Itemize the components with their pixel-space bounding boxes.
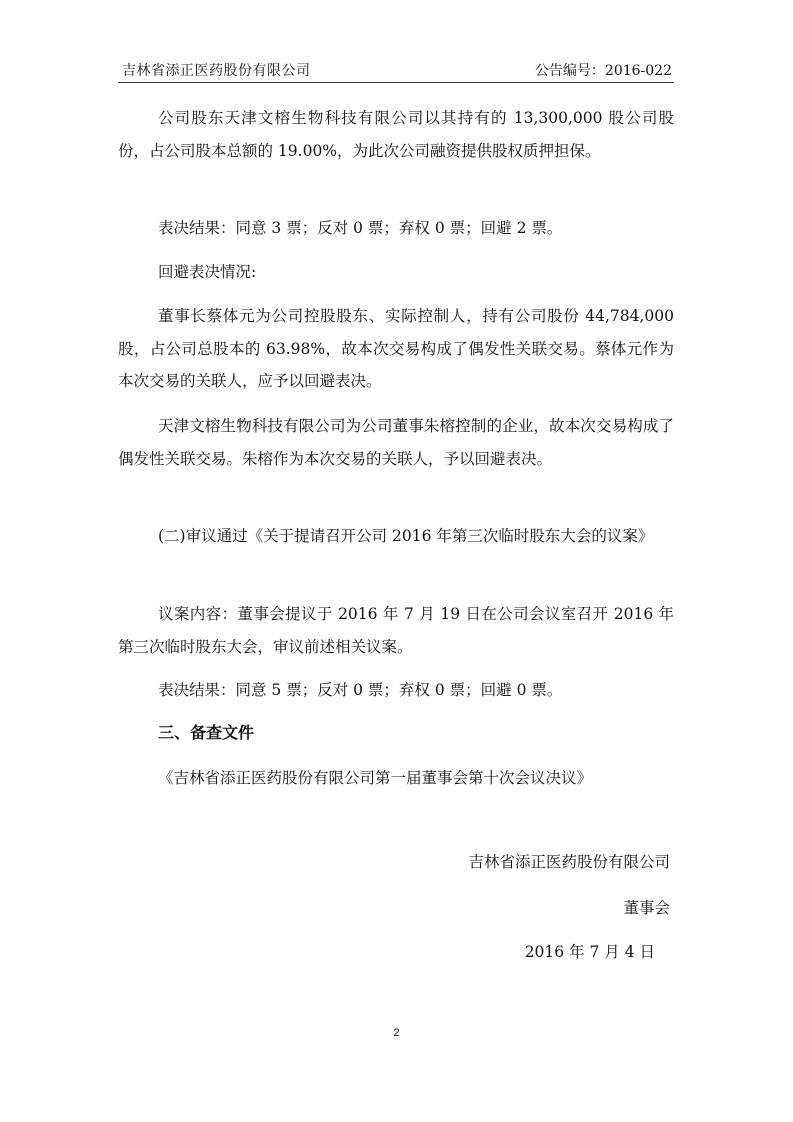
section-title-reference-docs: 三、备查文件 bbox=[158, 723, 255, 742]
paragraph-motion-content: 议案内容：董事会提议于 2016 年 7 月 19 日在公司会议室召开 2016 年第三次临时股东大会，审议前述相关议案。 bbox=[118, 605, 674, 656]
paragraph-pledge: 公司股东天津文榕生物科技有限公司以其持有的 13,300,000 股公司股份，占公司股本总额的 19.00%，为此次公司融资提供股权质押担保。 bbox=[118, 109, 674, 160]
paragraph-motion-2: (二)审议通过《关于提请召开公司 2016 年第三次临时股东大会的议案》 bbox=[158, 527, 654, 545]
paragraph-vote-result-2: 表决结果：同意 5 票；反对 0 票；弃权 0 票；回避 0 票。 bbox=[158, 681, 563, 699]
paragraph-recusal-chairman: 董事长蔡体元为公司控股股东、实际控制人，持有公司股份 44,784,000 股，占公司总股本的 63.98%，故本次交易构成了偶发性关联交易。蔡体元作为本次交易的关联人，应予以回避表决。 bbox=[118, 307, 674, 390]
signature-board: 董事会 bbox=[623, 899, 670, 917]
header-company-name: 吉林省添正医药股份有限公司 bbox=[122, 63, 311, 79]
page-header bbox=[118, 58, 674, 83]
paragraph-recusal-director: 天津文榕生物科技有限公司为公司董事朱榕控制的企业，故本次交易构成了偶发性关联交易。朱榕作为本次交易的关联人，予以回避表决。 bbox=[118, 417, 674, 468]
header-announcement-number: 公告编号：2016-022 bbox=[534, 63, 672, 79]
signature-company: 吉林省添正医药股份有限公司 bbox=[468, 853, 670, 871]
page-number: 2 bbox=[393, 1027, 400, 1039]
paragraph-vote-result-1: 表决结果：同意 3 票；反对 0 票；弃权 0 票；回避 2 票。 bbox=[158, 219, 563, 237]
paragraph-reference-doc: 《吉林省添正医药股份有限公司第一届董事会第十次会议决议》 bbox=[158, 769, 593, 787]
signature-date: 2016 年 7 月 4 日 bbox=[524, 943, 655, 961]
paragraph-recusal-heading: 回避表决情况: bbox=[158, 263, 257, 281]
